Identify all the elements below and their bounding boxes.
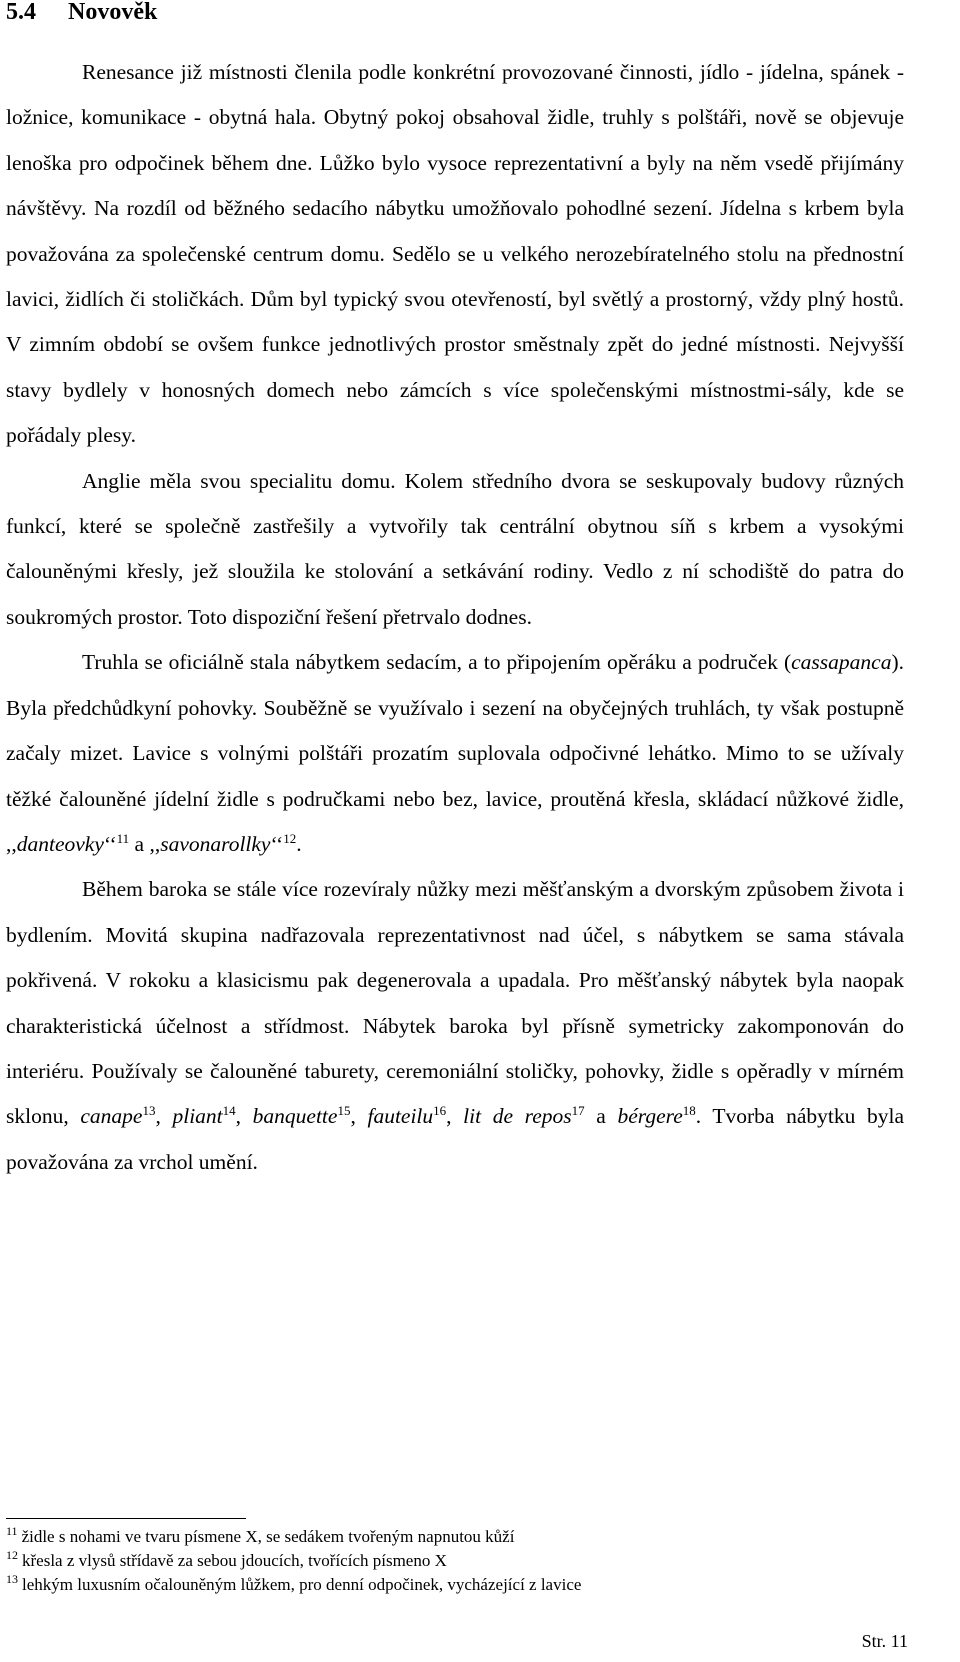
term-pliant: pliant — [172, 1104, 223, 1129]
footnote-11 — [6, 1525, 904, 1549]
footnote-ref-12[interactable]: 12 — [283, 830, 297, 846]
text-run: ‘‘ — [103, 831, 117, 856]
term-canape: canape — [80, 1104, 143, 1129]
footnote-number: 12 — [6, 1548, 18, 1563]
footnote-text: lehkým luxusním očalouněným lůžkem, pro denní odpočinek, vycházející z lavice — [22, 1575, 582, 1594]
text-run: a — [584, 1104, 618, 1129]
footnote-number: 11 — [6, 1524, 18, 1539]
text-run: ). Byla předchůdkyní pohovky. Souběžně se využívalo i sezení na obyčejných truhlách, ty však postupně začaly mizet. Lavice s volnými polštáři prozatím suplovala odpočivné lehátko. Mimo to se užívaly těžké čalouněné jídelní židle s područkami nebo bez, lavice, proutěná křesla, skládací nůžkové židle, ,, — [6, 650, 904, 856]
footnote-ref-14[interactable]: 14 — [222, 1103, 236, 1119]
paragraph-renesance: Renesance již místnosti členila podle konkrétní provozované činnosti, jídlo - jídelna, spánek - ložnice, komunikace - obytná hala. Obytný pokoj obsahoval židle, truhly s polštáři, nově se objevuje lenoška pro odpočinek během dne. Lůžko bylo vysoce reprezentativní a byly na něm vsedě přijímány návštěvy. Na rozdíl od běžného sedacího nábytku umožňovalo pohodlné sezení. Jídelna s krbem byla považována za společenské centrum domu. Sedělo se u velkého nerozebíratelného stolu na přednostní lavici, židlích či stoličkách. Dům byl typický svou otevřeností, byl světlý a prostorný, vždy plný hostů. V zimním období se ovšem funkce jednotlivých prostor směstnaly zpět do jedné místnosti. Nejvyšší stavy bydlely v honosných domech nebo zámcích s více společenskými místnostmi-sály, kde se pořádaly plesy. — [6, 60, 904, 448]
term-lit-de-repos: lit de repos — [463, 1104, 572, 1129]
footnote-12 — [6, 1549, 904, 1573]
paragraph-truhla — [6, 640, 904, 867]
text-run: , — [235, 1104, 253, 1129]
text-run: a ,, — [129, 831, 161, 856]
text-run: , — [155, 1104, 173, 1129]
paragraph-baroko — [6, 867, 904, 1185]
paragraph-anglie: Anglie měla svou specialitu domu. Kolem středního dvora se seskupovaly budovy různých funkcí, které se společně zastřešily a vytvořily tak centrální obytnou síň s krbem a vysokými čalouněnými křesly, jež sloužila ke stolování a setkávání rodiny. Vedlo z ní schodiště do patra do soukromých prostor. Toto dispoziční řešení přetrvalo dodnes. — [6, 468, 904, 629]
text-run: Truhla se oficiálně stala nábytkem sedacím, a to připojením opěráku a područek ( — [82, 650, 792, 675]
footnote-ref-16[interactable]: 16 — [433, 1103, 447, 1119]
term-fauteilu: fauteilu — [367, 1104, 434, 1129]
text-run: , — [350, 1104, 368, 1129]
text-run: . — [296, 831, 302, 856]
text-run: , — [446, 1104, 464, 1129]
footnote-ref-13[interactable]: 13 — [142, 1103, 156, 1119]
term-bergere: bérgere — [617, 1104, 683, 1129]
text-run: Během baroka se stále více rozevíraly nůžky mezi měšťanským a dvorským způsobem života i bydlením. Movitá skupina nadřazovala reprezentativnost nad účel, s nábytkem se sama stávala pokřivená. V rokoku a klasicismu pak degenerovala a upadala. Pro měšťanský nábytek byla naopak charakteristická účelnost a střídmost. Nábytek baroka byl přísně symetricky zakomponován do interiéru. Používaly se čalouněné taburety, ceremoniální stoličky, pohovky, židle s opěradly v mírném sklonu, — [6, 877, 904, 1129]
footnote-13 — [6, 1573, 904, 1597]
body-text — [6, 50, 904, 1185]
footnote-ref-15[interactable]: 15 — [337, 1103, 351, 1119]
section-heading — [6, 0, 157, 28]
term-savonarollky: savonarollky — [160, 831, 271, 856]
text-run: ‘‘ — [270, 831, 284, 856]
footnote-number: 13 — [6, 1572, 18, 1587]
footnote-ref-18[interactable]: 18 — [682, 1103, 696, 1119]
term-danteovky: danteovky — [16, 831, 104, 856]
footnote-ref-17[interactable]: 17 — [571, 1103, 585, 1119]
footnote-text: křesla z vlysů střídavě za sebou jdoucích, tvořících písmeno X — [22, 1551, 447, 1570]
text-run: . Tvorba nábytku byla považována za vrchol umění. — [6, 1104, 905, 1174]
section-number: 5.4 — [6, 0, 36, 25]
footnote-separator — [6, 1518, 246, 1519]
footnotes — [6, 1525, 904, 1597]
page-number: Str. 11 — [861, 1631, 908, 1651]
term-cassapanca: cassapanca — [791, 650, 892, 675]
section-title: Novověk — [68, 0, 158, 25]
footnote-text: židle s nohami ve tvaru písmene X, se sedákem tvořeným napnutou kůží — [21, 1527, 515, 1546]
footnote-ref-11[interactable]: 11 — [116, 830, 130, 846]
term-banquette: banquette — [252, 1104, 338, 1129]
